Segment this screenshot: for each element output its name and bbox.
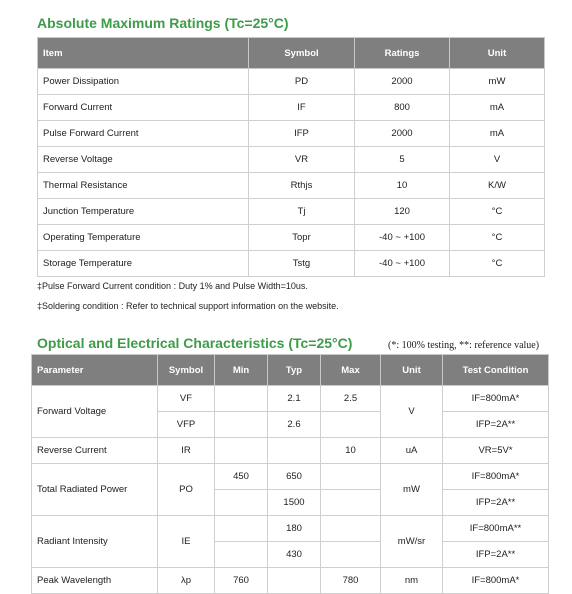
unit-cell: nm (381, 568, 443, 594)
typ-cell: 180 (268, 516, 321, 542)
min-cell: 450 (215, 464, 268, 490)
condition-cell: IFP=2A** (443, 490, 549, 516)
min-cell (215, 542, 268, 568)
unit-cell: K/W (450, 173, 545, 199)
rating-cell: 10 (355, 173, 450, 199)
header-unit: Unit (381, 355, 443, 386)
footnote-pulse: ‡Pulse Forward Current condition : Duty 1% and Pulse Width=10us. (37, 281, 308, 291)
header-max: Max (321, 355, 381, 386)
rating-cell: 800 (355, 95, 450, 121)
symbol-cell: PO (158, 464, 215, 516)
typ-cell: 430 (268, 542, 321, 568)
testing-note: (*: 100% testing, **: reference value) (388, 340, 540, 351)
symbol-cell: λp (158, 568, 215, 594)
header-test-condition: Test Condition (443, 355, 549, 386)
symbol-cell: IF (249, 95, 355, 121)
header-min: Min (215, 355, 268, 386)
rating-cell: -40 ~ +100 (355, 251, 450, 277)
unit-cell: °C (450, 251, 545, 277)
item-cell: Junction Temperature (38, 199, 249, 225)
rating-cell: 2000 (355, 121, 450, 147)
table-row (38, 95, 545, 121)
item-cell: Forward Current (38, 95, 249, 121)
footnote-soldering: ‡Soldering condition : Refer to technical support information on the website. (37, 301, 339, 311)
max-cell (321, 464, 381, 490)
symbol-cell: Tstg (249, 251, 355, 277)
symbol-cell: Rthjs (249, 173, 355, 199)
table-row (38, 69, 545, 95)
typ-cell: 650 (268, 464, 321, 490)
min-cell (215, 490, 268, 516)
table-row (38, 173, 545, 199)
unit-cell: mA (450, 95, 545, 121)
table-row (32, 438, 549, 464)
parameter-cell: Forward Voltage (32, 386, 158, 438)
condition-cell: IF=800mA** (443, 516, 549, 542)
rating-cell: 2000 (355, 69, 450, 95)
abs-ratings-table (37, 37, 545, 277)
unit-cell: mW/sr (381, 516, 443, 568)
optical-title: Optical and Electrical Characteristics (Tc=25°C) (37, 335, 353, 351)
parameter-cell: Peak Wavelength (32, 568, 158, 594)
header-typ: Typ (268, 355, 321, 386)
table-row (38, 147, 545, 173)
rating-cell: 5 (355, 147, 450, 173)
table-row (38, 199, 545, 225)
condition-cell: IFP=2A** (443, 412, 549, 438)
parameter-cell: Total Radiated Power (32, 464, 158, 516)
optical-header-row (32, 355, 549, 386)
table-row (32, 386, 549, 412)
header-symbol: Symbol (158, 355, 215, 386)
max-cell: 780 (321, 568, 381, 594)
item-cell: Operating Temperature (38, 225, 249, 251)
unit-cell: V (381, 386, 443, 438)
condition-cell: IF=800mA* (443, 386, 549, 412)
max-cell (321, 516, 381, 542)
max-cell (321, 542, 381, 568)
parameter-cell: Radiant Intensity (32, 516, 158, 568)
unit-cell: V (450, 147, 545, 173)
symbol-cell: IE (158, 516, 215, 568)
rating-cell: 120 (355, 199, 450, 225)
item-cell: Reverse Voltage (38, 147, 249, 173)
max-cell: 2.5 (321, 386, 381, 412)
typ-cell (268, 438, 321, 464)
item-cell: Pulse Forward Current (38, 121, 249, 147)
table-row (38, 121, 545, 147)
unit-cell: mW (450, 69, 545, 95)
header-symbol: Symbol (249, 38, 355, 69)
table-row (32, 516, 549, 542)
unit-cell: mA (450, 121, 545, 147)
table-row (32, 568, 549, 594)
symbol-cell: VR (249, 147, 355, 173)
item-cell: Power Dissipation (38, 69, 249, 95)
typ-cell: 1500 (268, 490, 321, 516)
header-item: Item (38, 38, 249, 69)
max-cell (321, 490, 381, 516)
rating-cell: -40 ~ +100 (355, 225, 450, 251)
unit-cell: uA (381, 438, 443, 464)
unit-cell: mW (381, 464, 443, 516)
typ-cell (268, 568, 321, 594)
unit-cell: °C (450, 199, 545, 225)
condition-cell: IF=800mA* (443, 568, 549, 594)
condition-cell: IFP=2A** (443, 542, 549, 568)
min-cell (215, 386, 268, 412)
max-cell (321, 412, 381, 438)
table-row (32, 464, 549, 490)
table-row (38, 225, 545, 251)
min-cell: 760 (215, 568, 268, 594)
symbol-cell: Tj (249, 199, 355, 225)
typ-cell: 2.6 (268, 412, 321, 438)
typ-cell: 2.1 (268, 386, 321, 412)
abs-header-row (38, 38, 545, 69)
optical-table (31, 354, 549, 594)
symbol-cell: VFP (158, 412, 215, 438)
item-cell: Storage Temperature (38, 251, 249, 277)
parameter-cell: Reverse Current (32, 438, 158, 464)
item-cell: Thermal Resistance (38, 173, 249, 199)
condition-cell: VR=5V* (443, 438, 549, 464)
table-row (38, 251, 545, 277)
symbol-cell: PD (249, 69, 355, 95)
min-cell (215, 438, 268, 464)
symbol-cell: IFP (249, 121, 355, 147)
header-ratings: Ratings (355, 38, 450, 69)
abs-ratings-title: Absolute Maximum Ratings (Tc=25°C) (37, 15, 289, 31)
symbol-cell: IR (158, 438, 215, 464)
condition-cell: IF=800mA* (443, 464, 549, 490)
header-parameter: Parameter (32, 355, 158, 386)
header-unit: Unit (450, 38, 545, 69)
min-cell (215, 412, 268, 438)
unit-cell: °C (450, 225, 545, 251)
symbol-cell: Topr (249, 225, 355, 251)
max-cell: 10 (321, 438, 381, 464)
min-cell (215, 516, 268, 542)
symbol-cell: VF (158, 386, 215, 412)
